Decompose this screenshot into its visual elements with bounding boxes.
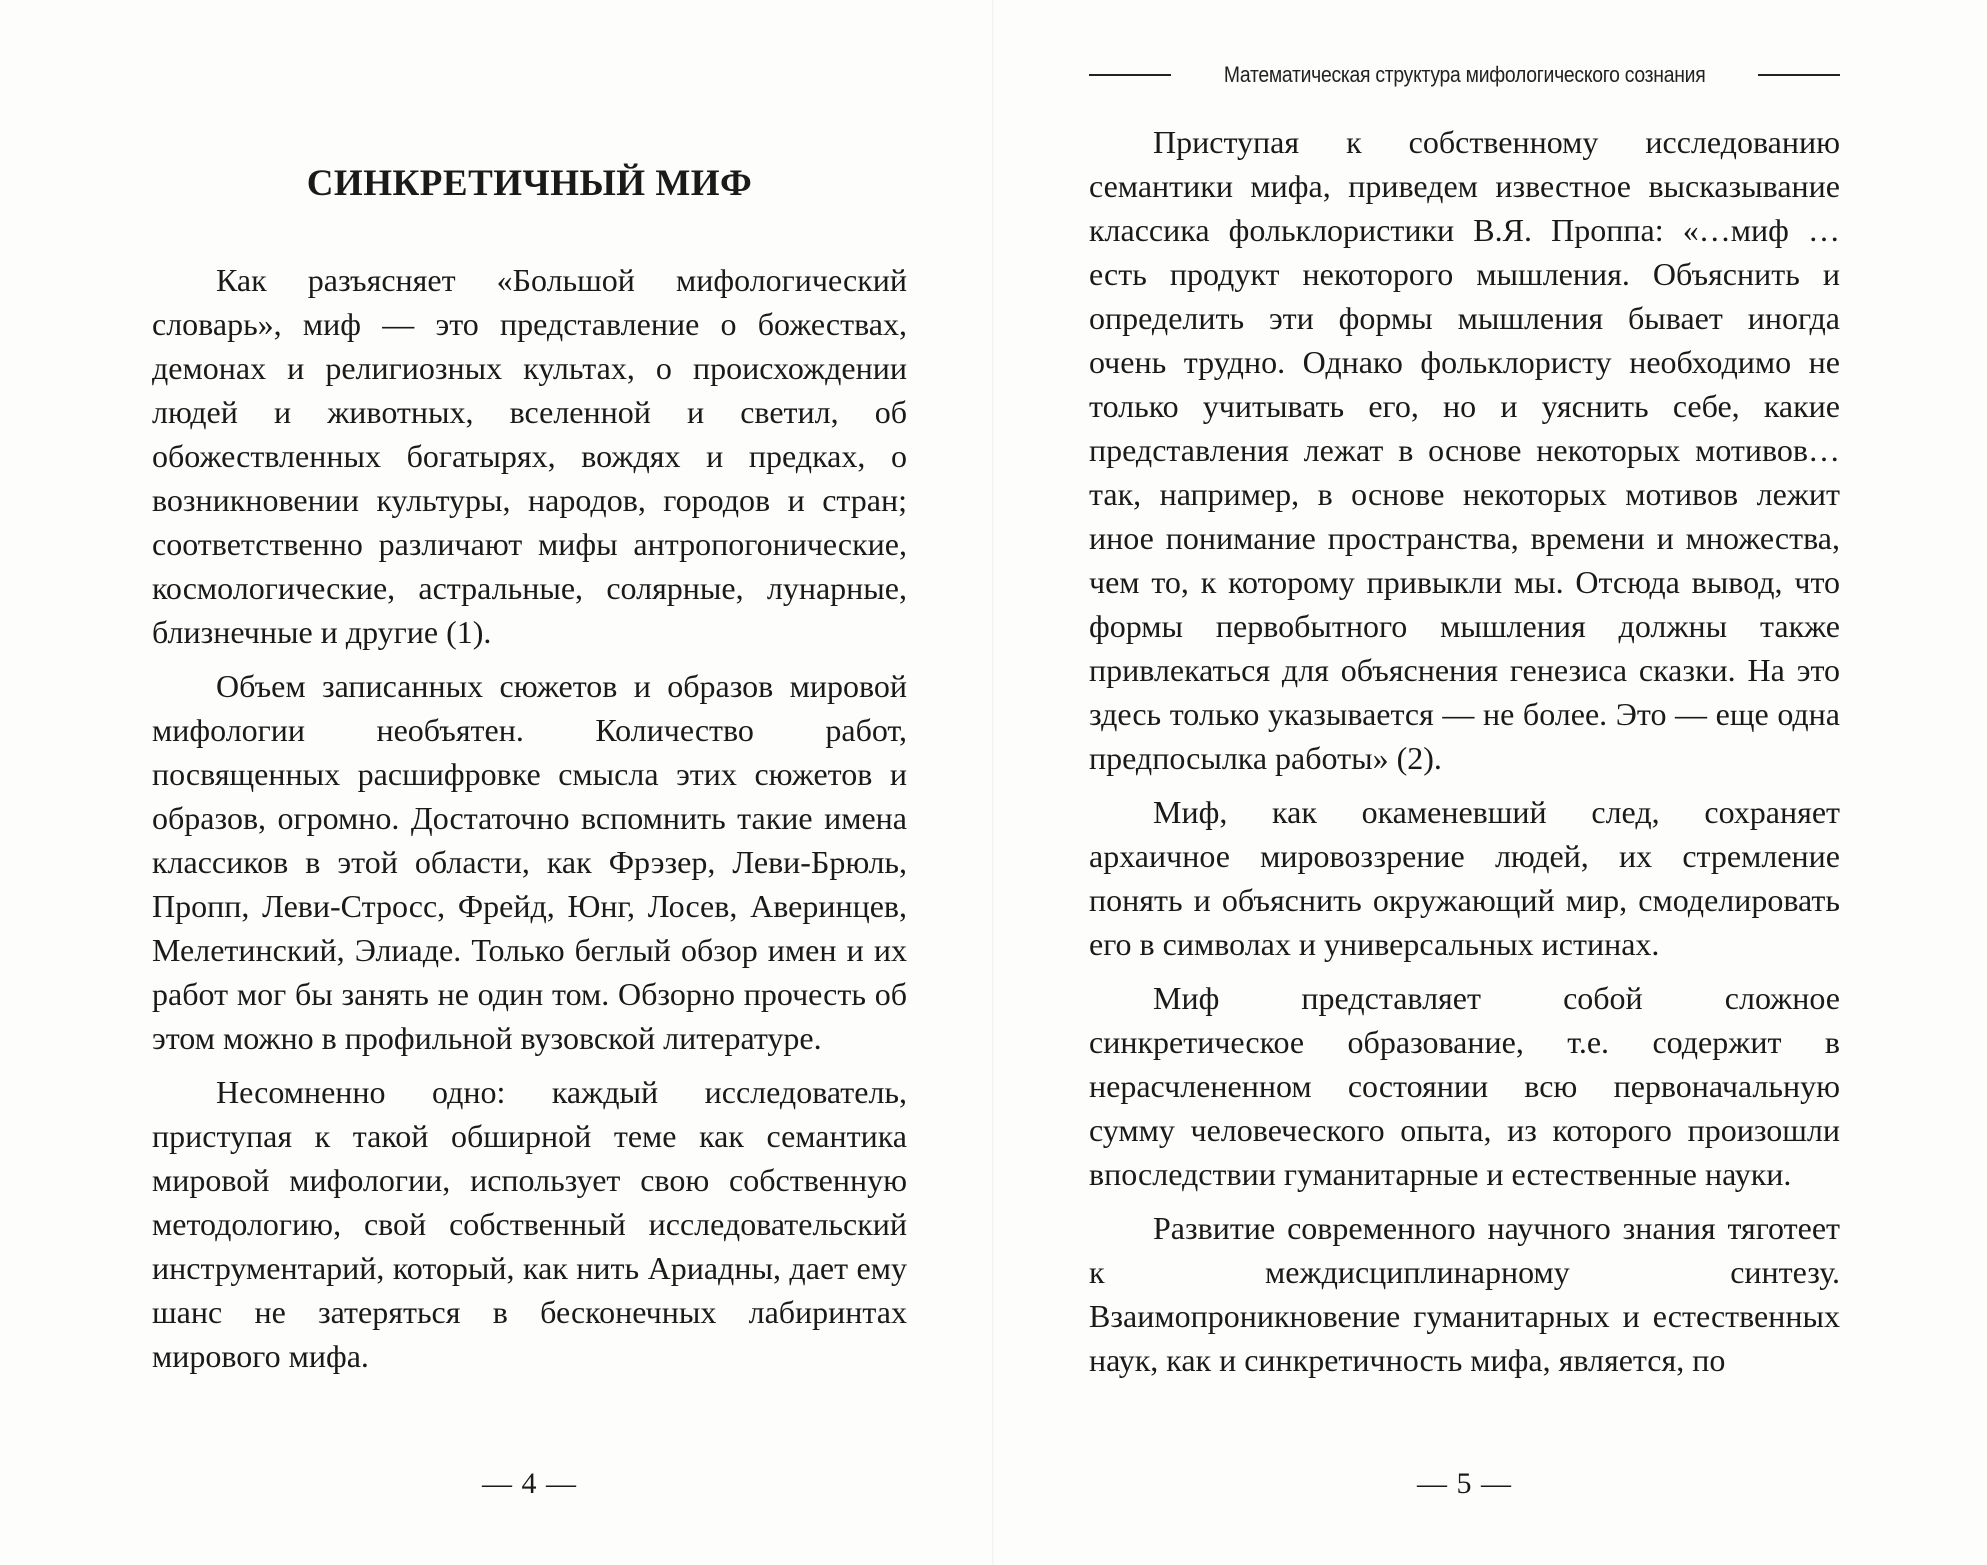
left-page (152, 0, 907, 1565)
page-number: — 4 — (482, 1467, 577, 1500)
paragraph: Несомненно одно: каждый исследователь, приступая к такой обширной теме как семантика мировой мифологии, использует свою собственную методологию, свой собственный исследовательский инструментарий, который, как нить Ариадны, дает ему шанс не затеряться в бесконечных лабиринтах мирового мифа. (152, 1074, 907, 1374)
paragraph: Миф, как окаменевший след, сохраняет архаичное мировоззрение людей, их стремление понять и объяснить окружающий мир, смоделировать его в символах и универсальных истинах. (1089, 794, 1840, 962)
chapter-title: СИНКРЕТИЧНЫЙ МИФ (306, 163, 753, 204)
paragraph: Миф представляет собой сложное синкретическое образование, т.е. содержит в нерасчлененном состоянии всю первоначальную сумму человеческого опыта, из которого произошли впоследствии гуманитарные и естественные науки. (1089, 980, 1840, 1192)
running-head-rule-right (1758, 74, 1840, 76)
right-page-body (1089, 120, 1840, 1392)
page-number: — 5 — (1417, 1467, 1512, 1500)
paragraph: Развитие современного научного знания тяготеет к междисциплинарному синтезу. Взаимопроникновение гуманитарных и естественных наук, как и синкретичность мифа, является, по (1089, 1210, 1840, 1378)
right-page (1089, 0, 1840, 1565)
running-head-text: Математическая структура мифологического сознания (1223, 62, 1706, 87)
book-gutter (992, 0, 994, 1565)
running-head-rule-left (1089, 74, 1171, 76)
paragraph: Как разъясняет «Большой мифологический словарь», миф — это представление о божествах, демонах и религиозных культах, о происхождении людей и животных, вселенной и светил, об обожествленных богатырях, вождях и предках, о возникновении культуры, народов, городов и стран; соответственно различают мифы антропогонические, космологические, астральные, солярные, лунарные, близнечные и другие (1). (152, 262, 907, 650)
paragraph: Приступая к собственному исследованию семантики мифа, приведем известное высказывание классика фольклористики В.Я. Проппа: «…миф …есть продукт некоторого мышления. Объяснить и определить эти формы мышления бывает иногда очень трудно. Однако фольклористу необходимо не только учитывать его, но и уяснить себе, какие представления лежат в основе некоторых мотивов… так, например, в основе некоторых мотивов лежит иное понимание пространства, времени и множества, чем то, к которому привыкли мы. Отсюда вывод, что формы первобытного мышления должны также привлекаться для объяснения генезиса сказки. На это здесь только указывается — не более. Это — еще одна предпосылка работы» (2). (1089, 124, 1840, 776)
paragraph: Объем записанных сюжетов и образов мировой мифологии необъятен. Количество работ, посвященных расшифровке смысла этих сюжетов и образов, огромно. Достаточно вспомнить такие имена классиков в этой области, как Фрэзер, Леви-Брюль, Пропп, Леви-Стросс, Фрейд, Юнг, Лосев, Аверинцев, Мелетинский, Элиаде. Только беглый обзор имен и их работ мог бы занять не один том. Обзорно прочесть об этом можно в профильной вузовской литературе. (152, 668, 907, 1056)
running-head (1089, 60, 1840, 90)
left-page-body (152, 258, 907, 1388)
